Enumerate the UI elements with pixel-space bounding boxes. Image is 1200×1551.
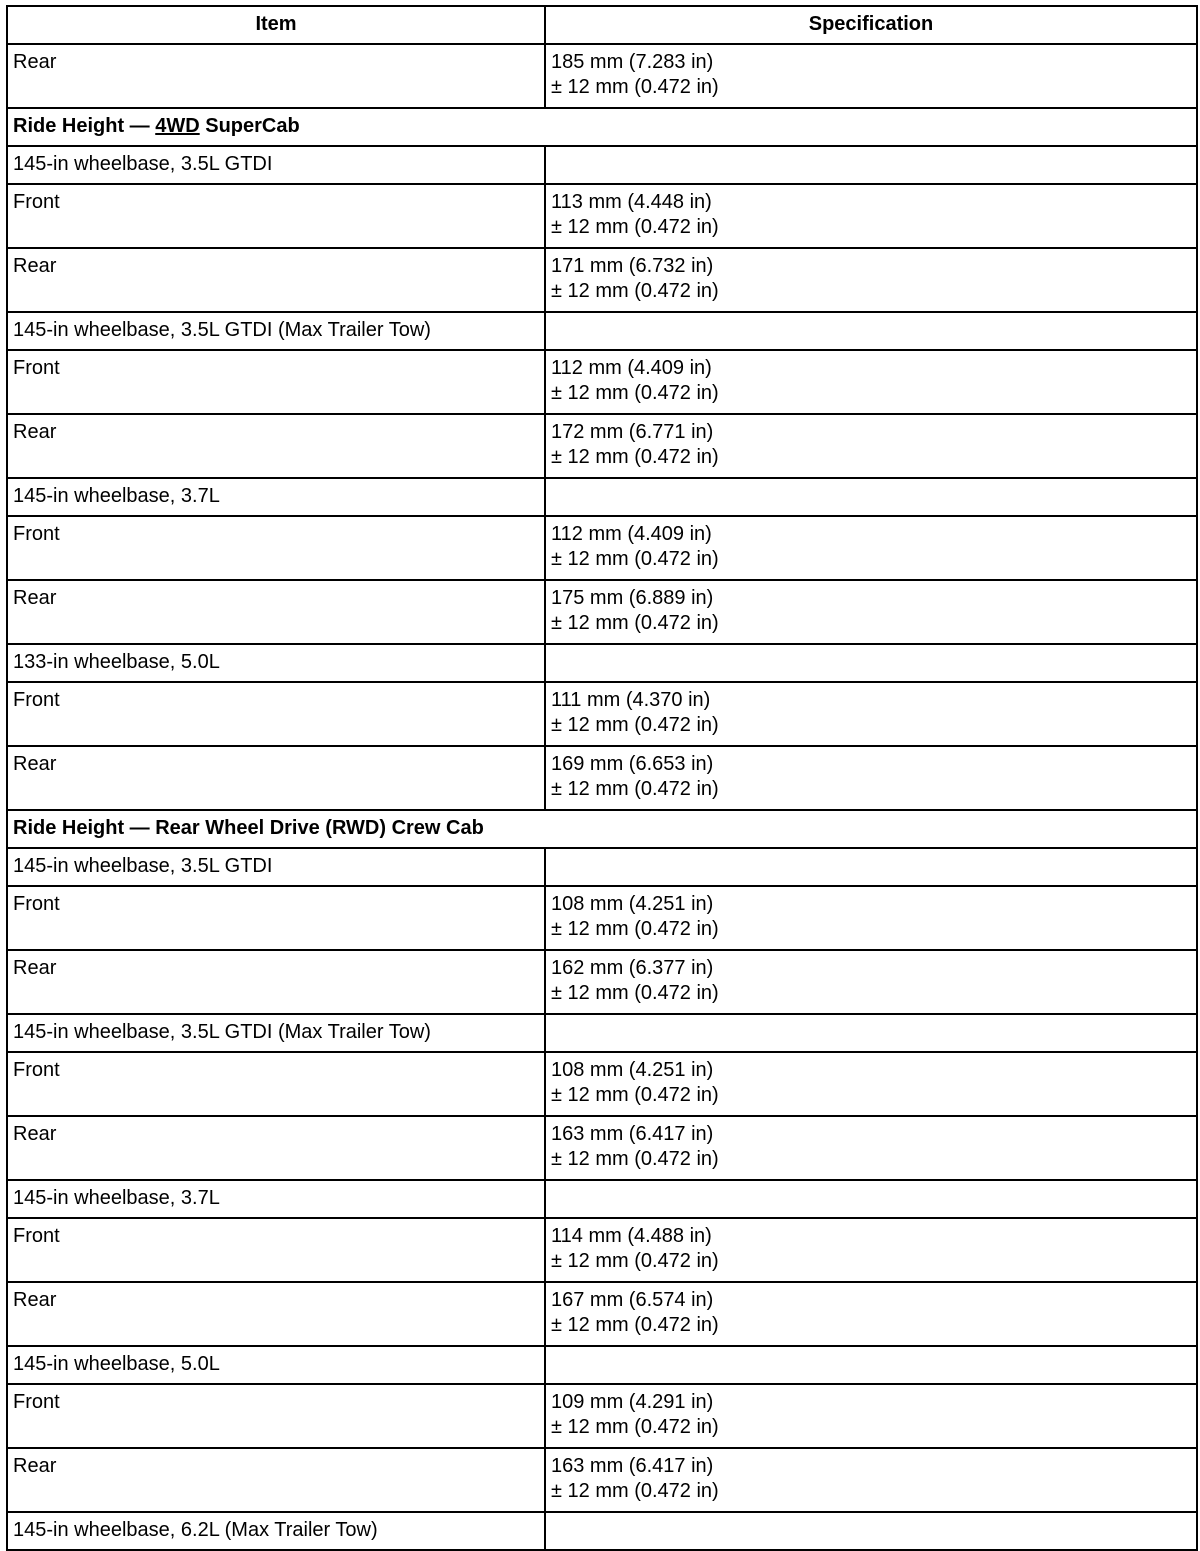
specification-value: 163 mm (6.417 in) xyxy=(551,1455,714,1477)
section-heading xyxy=(7,810,1197,848)
item-cell: Rear xyxy=(7,1116,545,1180)
section-heading-suffix: SuperCab xyxy=(199,115,300,137)
table-row xyxy=(7,1448,1197,1512)
table-row xyxy=(7,248,1197,312)
specification-cell xyxy=(545,1448,1197,1512)
specification-tolerance: ± 12 mm (0.472 in) xyxy=(551,216,719,238)
item-cell: Front xyxy=(7,1052,545,1116)
configuration-row xyxy=(7,1346,1197,1384)
specification-cell xyxy=(545,1116,1197,1180)
configuration-row xyxy=(7,312,1197,350)
specification-value: 169 mm (6.653 in) xyxy=(551,753,714,775)
configuration-row xyxy=(7,478,1197,516)
table-row xyxy=(7,746,1197,810)
item-cell: Front xyxy=(7,1384,545,1448)
table-row xyxy=(7,1282,1197,1346)
section-heading-row xyxy=(7,108,1197,146)
specification-value: 163 mm (6.417 in) xyxy=(551,1123,714,1145)
specification-cell xyxy=(545,1512,1197,1550)
specification-cell xyxy=(545,1218,1197,1282)
configuration-label: 133-in wheelbase, 5.0L xyxy=(7,644,545,682)
specification-cell xyxy=(545,1052,1197,1116)
specification-cell xyxy=(545,886,1197,950)
specification-cell xyxy=(545,1346,1197,1384)
specification-cell xyxy=(545,1180,1197,1218)
item-cell: Rear xyxy=(7,1282,545,1346)
specification-cell xyxy=(545,950,1197,1014)
specification-cell xyxy=(545,146,1197,184)
item-cell: Rear xyxy=(7,746,545,810)
specification-tolerance: ± 12 mm (0.472 in) xyxy=(551,1084,719,1106)
item-cell: Rear xyxy=(7,1448,545,1512)
item-cell: Front xyxy=(7,350,545,414)
specification-tolerance: ± 12 mm (0.472 in) xyxy=(551,1250,719,1272)
specification-tolerance: ± 12 mm (0.472 in) xyxy=(551,1416,719,1438)
section-heading-row xyxy=(7,810,1197,848)
table-row xyxy=(7,1218,1197,1282)
item-cell: Front xyxy=(7,886,545,950)
specification-cell xyxy=(545,414,1197,478)
specification-cell xyxy=(545,746,1197,810)
configuration-row xyxy=(7,1180,1197,1218)
section-heading-text: Ride Height — Rear Wheel Drive (RWD) Crew Cab xyxy=(13,817,484,839)
specification-tolerance: ± 12 mm (0.472 in) xyxy=(551,446,719,468)
specification-tolerance: ± 12 mm (0.472 in) xyxy=(551,382,719,404)
specification-tolerance: ± 12 mm (0.472 in) xyxy=(551,714,719,736)
specification-cell xyxy=(545,478,1197,516)
specification-cell xyxy=(545,1384,1197,1448)
configuration-row xyxy=(7,1512,1197,1550)
item-cell: Front xyxy=(7,516,545,580)
specification-tolerance: ± 12 mm (0.472 in) xyxy=(551,982,719,1004)
table-row xyxy=(7,1384,1197,1448)
section-heading xyxy=(7,108,1197,146)
specification-cell xyxy=(545,516,1197,580)
item-cell: Front xyxy=(7,682,545,746)
specification-cell xyxy=(545,184,1197,248)
specification-value: 185 mm (7.283 in) xyxy=(551,51,714,73)
specification-cell xyxy=(545,848,1197,886)
configuration-label: 145-in wheelbase, 5.0L xyxy=(7,1346,545,1384)
specification-tolerance: ± 12 mm (0.472 in) xyxy=(551,1148,719,1170)
specification-cell xyxy=(545,312,1197,350)
specification-cell xyxy=(545,682,1197,746)
table-row xyxy=(7,886,1197,950)
configuration-label: 145-in wheelbase, 6.2L (Max Trailer Tow) xyxy=(7,1512,545,1550)
table-row xyxy=(7,516,1197,580)
item-cell: Rear xyxy=(7,248,545,312)
specification-tolerance: ± 12 mm (0.472 in) xyxy=(551,1314,719,1336)
specification-table xyxy=(6,5,1198,1551)
table-header-row xyxy=(7,6,1197,44)
table-row xyxy=(7,682,1197,746)
table-body xyxy=(7,44,1197,1550)
specification-tolerance: ± 12 mm (0.472 in) xyxy=(551,548,719,570)
configuration-row xyxy=(7,644,1197,682)
specification-tolerance: ± 12 mm (0.472 in) xyxy=(551,918,719,940)
item-cell: Front xyxy=(7,184,545,248)
specification-cell xyxy=(545,350,1197,414)
specification-tolerance: ± 12 mm (0.472 in) xyxy=(551,280,719,302)
specification-cell xyxy=(545,580,1197,644)
section-heading-acronym: 4WD xyxy=(155,115,200,137)
specification-value: 172 mm (6.771 in) xyxy=(551,421,714,443)
specification-value: 175 mm (6.889 in) xyxy=(551,587,714,609)
configuration-row xyxy=(7,848,1197,886)
specification-cell xyxy=(545,44,1197,108)
specification-value: 111 mm (4.370 in) xyxy=(551,689,711,711)
configuration-row xyxy=(7,1014,1197,1052)
specification-value: 108 mm (4.251 in) xyxy=(551,893,714,915)
specification-value: 109 mm (4.291 in) xyxy=(551,1391,714,1413)
specification-value: 112 mm (4.409 in) xyxy=(551,523,712,545)
configuration-label: 145-in wheelbase, 3.5L GTDI xyxy=(7,146,545,184)
configuration-label: 145-in wheelbase, 3.5L GTDI (Max Trailer Tow) xyxy=(7,312,545,350)
specification-value: 167 mm (6.574 in) xyxy=(551,1289,714,1311)
specification-cell xyxy=(545,1014,1197,1052)
table-row xyxy=(7,1052,1197,1116)
table-row xyxy=(7,44,1197,108)
configuration-row xyxy=(7,146,1197,184)
table-row xyxy=(7,414,1197,478)
configuration-label: 145-in wheelbase, 3.7L xyxy=(7,1180,545,1218)
specification-cell xyxy=(545,644,1197,682)
section-heading-text: Ride Height — xyxy=(13,115,156,137)
specification-value: 114 mm (4.488 in) xyxy=(551,1225,712,1247)
table-row xyxy=(7,350,1197,414)
specification-cell xyxy=(545,248,1197,312)
table-row xyxy=(7,184,1197,248)
configuration-label: 145-in wheelbase, 3.5L GTDI xyxy=(7,848,545,886)
configuration-label: 145-in wheelbase, 3.5L GTDI (Max Trailer Tow) xyxy=(7,1014,545,1052)
table-row xyxy=(7,580,1197,644)
item-cell: Rear xyxy=(7,950,545,1014)
specification-tolerance: ± 12 mm (0.472 in) xyxy=(551,76,719,98)
table-row xyxy=(7,1116,1197,1180)
item-cell: Rear xyxy=(7,580,545,644)
specification-value: 108 mm (4.251 in) xyxy=(551,1059,714,1081)
item-cell: Rear xyxy=(7,44,545,108)
item-column-header: Item xyxy=(7,6,545,44)
specification-tolerance: ± 12 mm (0.472 in) xyxy=(551,778,719,800)
specification-column-header: Specification xyxy=(545,6,1197,44)
specification-tolerance: ± 12 mm (0.472 in) xyxy=(551,1480,719,1502)
item-cell: Rear xyxy=(7,414,545,478)
item-cell: Front xyxy=(7,1218,545,1282)
specification-value: 112 mm (4.409 in) xyxy=(551,357,712,379)
configuration-label: 145-in wheelbase, 3.7L xyxy=(7,478,545,516)
specification-value: 171 mm (6.732 in) xyxy=(551,255,714,277)
specification-cell xyxy=(545,1282,1197,1346)
table-row xyxy=(7,950,1197,1014)
specification-value: 162 mm (6.377 in) xyxy=(551,957,714,979)
specification-tolerance: ± 12 mm (0.472 in) xyxy=(551,612,719,634)
specification-value: 113 mm (4.448 in) xyxy=(551,191,712,213)
